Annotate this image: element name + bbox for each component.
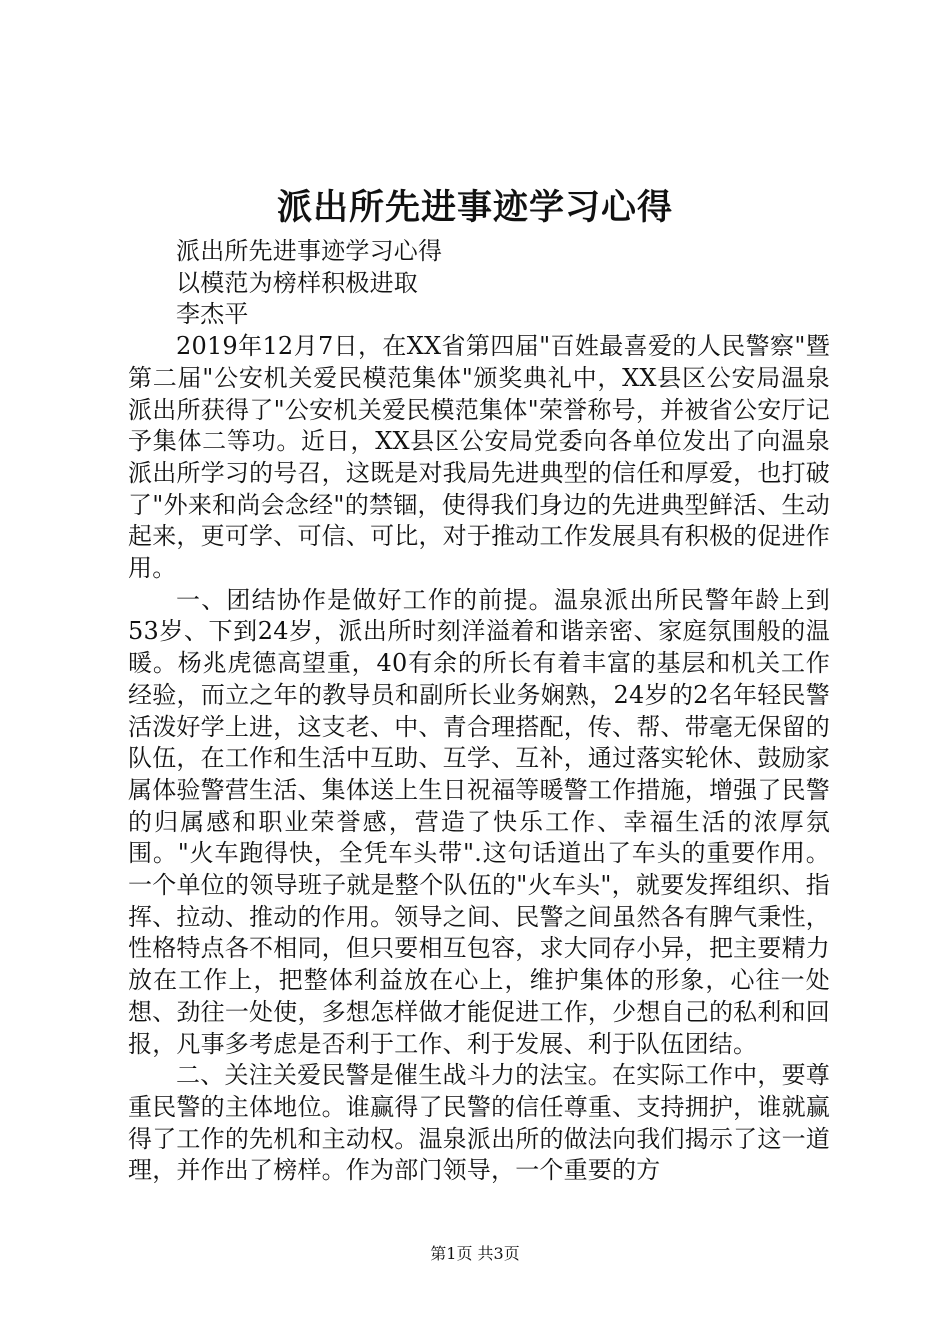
paragraph-intro: 2019年12月7日，在XX省第四届"百姓最喜爱的人民警察"暨第二届"公安机关爱民模范集体"颁奖典礼中，XX县区公安局温泉派出所获得了"公安机关爱民模范集体"荣誉称号，并被省公安厅记予集体二等功。近日，XX县区公安局党委向各单位发出了向温泉派出所学习的号召，这既是对我局先进典型的信任和厚爱，也打破了"外来和尚会念经"的禁锢，使得我们身边的先进典型鲜活、生动起来，更可学、可信、可比，对于推动工作发展具有积极的促进作用。 [128, 332, 830, 583]
document-body [128, 236, 830, 1187]
document-title: 派出所先进事迹学习心得 [276, 187, 673, 228]
paragraph-section-two: 二、关注关爱民警是催生战斗力的法宝。在实际工作中，要尊重民警的主体地位。谁赢得了民警的信任尊重、支持拥护，谁就赢得了工作的先机和主动权。温泉派出所的做法向我们揭示了这一道理，并作出了榜样。作为部门领导，一个重要的方 [128, 1061, 830, 1185]
page-footer: 第1页 共3页 [430, 1244, 520, 1263]
paragraph-subheading: 派出所先进事迹学习心得 [176, 237, 443, 265]
paragraph-author: 李杰平 [176, 300, 249, 329]
paragraph-section-one: 一、团结协作是做好工作的前提。温泉派出所民警年龄上到53岁、下到24岁，派出所时刻洋溢着和谐亲密、家庭氛围般的温暖。杨兆虎德高望重，40有余的所长有着丰富的基层和机关工作经验，而立之年的教导员和副所长业务娴熟，24岁的2名年轻民警活泼好学上进，这支老、中、青合理搭配，传、帮、带毫无保留的队伍，在工作和生活中互助、互学、互补，通过落实轮休、鼓励家属体验警营生活、集体送上生日祝福等暖警工作措施，增强了民警的归属感和职业荣誉感，营造了快乐工作、幸福生活的浓厚氛围。"火车跑得快，全凭车头带".这句话道出了车头的重要作用。一个单位的领导班子就是整个队伍的"火车头"，就要发挥组织、指挥、拉动、推动的作用。领导之间、民警之间虽然各有脾气秉性，性格特点各不相同，但只要相互包容，求大同存小异，把主要精力放在工作上，把整体利益放在心上，维护集体的形象，心往一处想、劲往一处使，多想怎样做才能促进工作，少想自己的私利和回报，凡事多考虑是否利于工作、利于发展、利于队伍团结。 [128, 585, 830, 1058]
paragraph-subtitle: 以模范为榜样积极进取 [176, 268, 418, 297]
